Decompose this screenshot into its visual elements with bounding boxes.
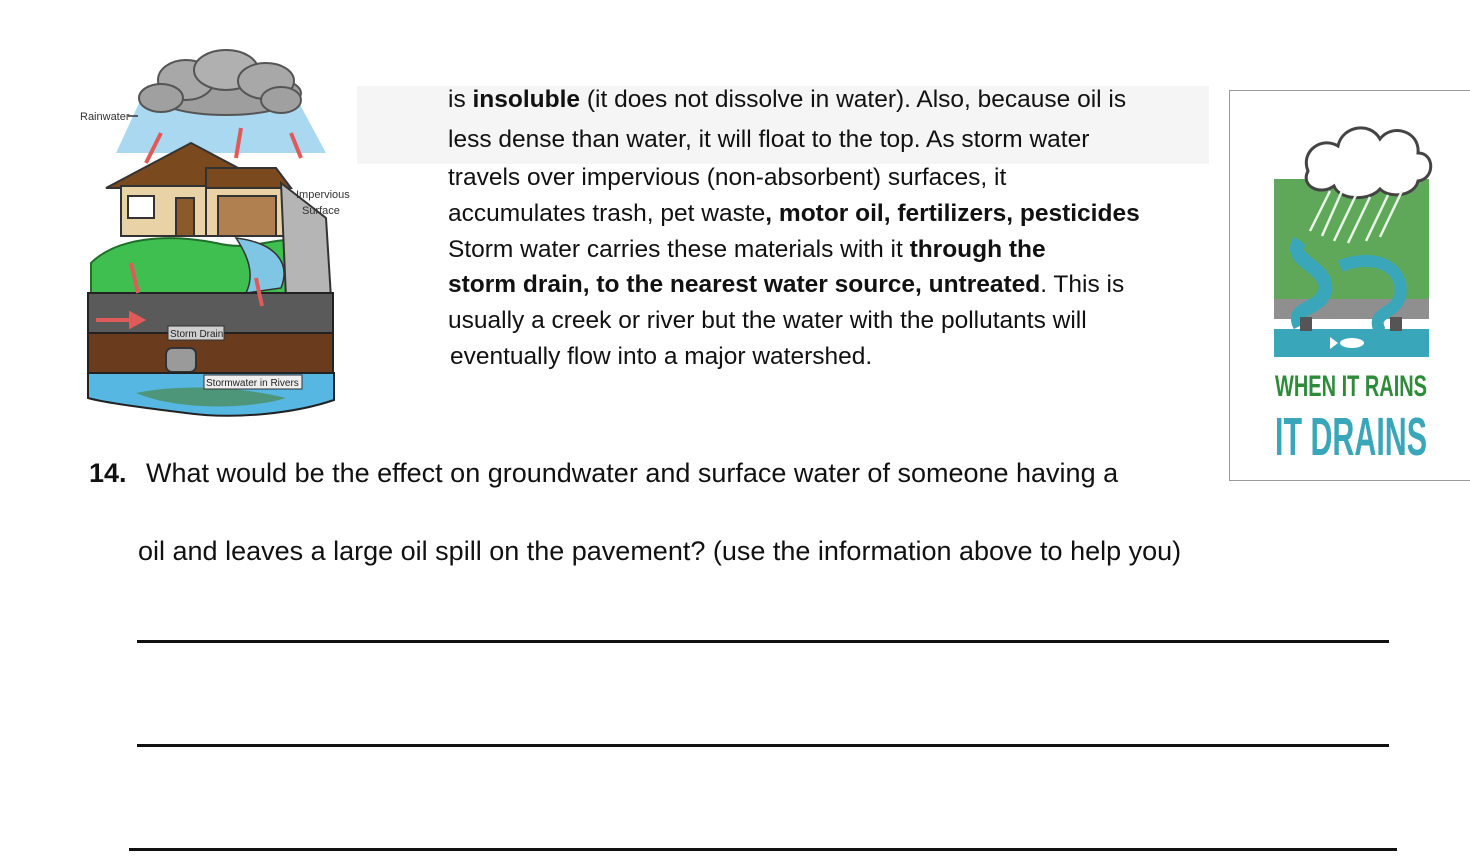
drain-pipe <box>166 348 196 372</box>
cloud-icon <box>139 50 301 115</box>
passage-line-8: eventually flow into a major watershed. <box>450 343 873 370</box>
label-surface: Surface <box>302 205 340 217</box>
stormwater-diagram <box>76 48 356 428</box>
poster-title-line1: WHEN IT RAINS <box>1275 370 1427 403</box>
poster-title-line2: IT DRAINS <box>1275 407 1427 467</box>
poster-cloud-icon <box>1306 128 1431 198</box>
label-storm-drain: Storm Drain <box>170 329 224 340</box>
passage-line-3: travels over impervious (non-absorbent) surfaces, it <box>448 164 1007 191</box>
passage-line-6: storm drain, to the nearest water source, untreated. This is <box>448 271 1125 298</box>
house-door <box>176 198 194 236</box>
passage-line-7: usually a creek or river but the water with the pollutants will <box>448 307 1087 334</box>
poster-graphic <box>1230 91 1470 482</box>
passage-line-1: is insoluble (it does not dissolve in water). Also, because oil is <box>448 86 1127 113</box>
answer-line-3[interactable] <box>129 848 1397 851</box>
answer-line-2[interactable] <box>137 744 1389 747</box>
when-it-rains-poster <box>1229 90 1470 481</box>
label-stormwater-rivers: Stormwater in Rivers <box>206 378 299 389</box>
answer-line-1[interactable] <box>137 640 1389 643</box>
house-window <box>128 196 154 218</box>
question-number: 14. <box>89 458 127 488</box>
label-rainwater: Rainwater <box>80 111 130 123</box>
label-impervious: Impervious <box>296 189 350 201</box>
question-line-2: oil and leaves a large oil spill on the pavement? (use the information above to help you) <box>138 536 1182 566</box>
passage-line-5: Storm water carries these materials with it through the <box>448 236 1046 263</box>
passage-line-2: less dense than water, it will float to the top. As storm water <box>448 126 1090 153</box>
passage-line-4: accumulates trash, pet waste, motor oil, fertilizers, pesticides <box>448 200 1140 227</box>
question-line-1: What would be the effect on groundwater and surface water of someone having a <box>146 458 1119 488</box>
